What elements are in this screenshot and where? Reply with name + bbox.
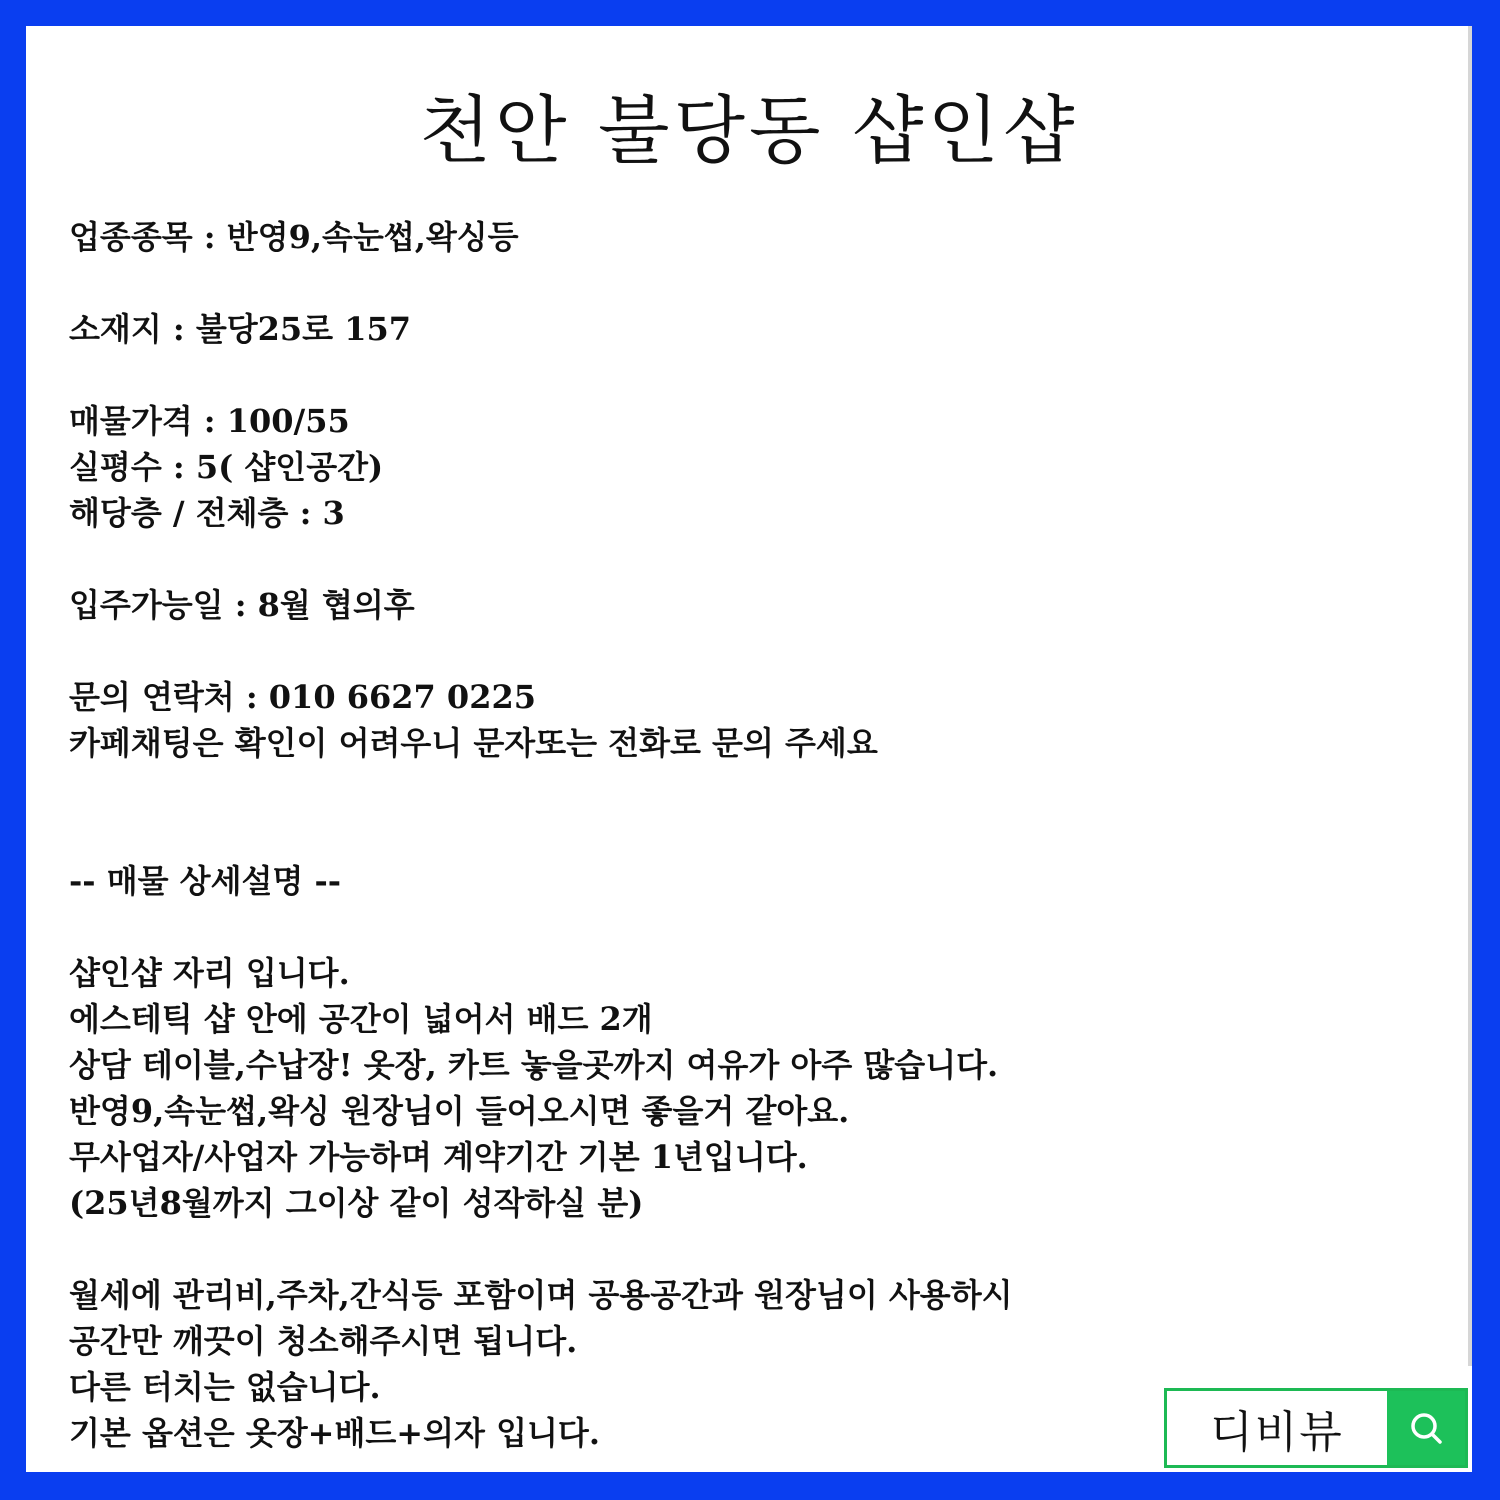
- location: 소재지 : 불당25로 157: [69, 310, 412, 348]
- description-line: 상담 테이블,수납장! 옷장, 카트 놓을곳까지 여유가 아주 많습니다.: [69, 1046, 999, 1084]
- contact-note: 카페채팅은 확인이 어려우니 문자또는 전화로 문의 주세요: [69, 724, 878, 762]
- move-in-date: 입주가능일 : 8월 협의후: [69, 586, 415, 624]
- page-title: 천안 불당동 샵인샵: [419, 88, 1079, 174]
- floor: 해당층 / 전체층 : 3: [69, 494, 345, 532]
- description-header: -- 매물 상세설명 --: [69, 862, 342, 900]
- listing-body: [69, 214, 1449, 1456]
- business-type: 업종종목 : 반영9,속눈썹,왁싱등: [69, 218, 519, 256]
- description-line: 샵인샵 자리 입니다.: [69, 954, 350, 992]
- description-line: (25년8월까지 그이상 같이 성작하실 분): [69, 1184, 644, 1222]
- search-button[interactable]: [1387, 1391, 1465, 1465]
- description-line: 에스테틱 샵 안에 공간이 넓어서 배드 2개: [69, 1000, 653, 1038]
- area: 실평수 : 5( 샵인공간): [69, 448, 384, 486]
- scrollbar[interactable]: [1468, 26, 1472, 1366]
- listing-panel: [26, 26, 1472, 1472]
- extra-line: 월세에 관리비,주차,간식등 포함이며 공용공간과 원장님이 사용하시: [69, 1276, 1013, 1314]
- search-widget[interactable]: [1164, 1388, 1468, 1468]
- search-icon: [1408, 1410, 1444, 1446]
- description-line: 반영9,속눈썹,왁싱 원장님이 들어오시면 좋을거 같아요.: [69, 1092, 850, 1130]
- extra-line: 공간만 깨끗이 청소해주시면 됩니다.: [69, 1322, 578, 1360]
- contact: 문의 연락처 : 010 6627 0225: [69, 678, 536, 716]
- extra-line: 기본 옵션은 옷장+배드+의자 입니다.: [69, 1414, 600, 1452]
- description-line: 무사업자/사업자 가능하며 계약기간 기본 1년입니다.: [69, 1138, 808, 1176]
- search-label[interactable]: 디비뷰: [1210, 1407, 1344, 1458]
- price: 매물가격 : 100/55: [69, 402, 350, 440]
- extra-line: 다른 터치는 없습니다.: [69, 1368, 381, 1406]
